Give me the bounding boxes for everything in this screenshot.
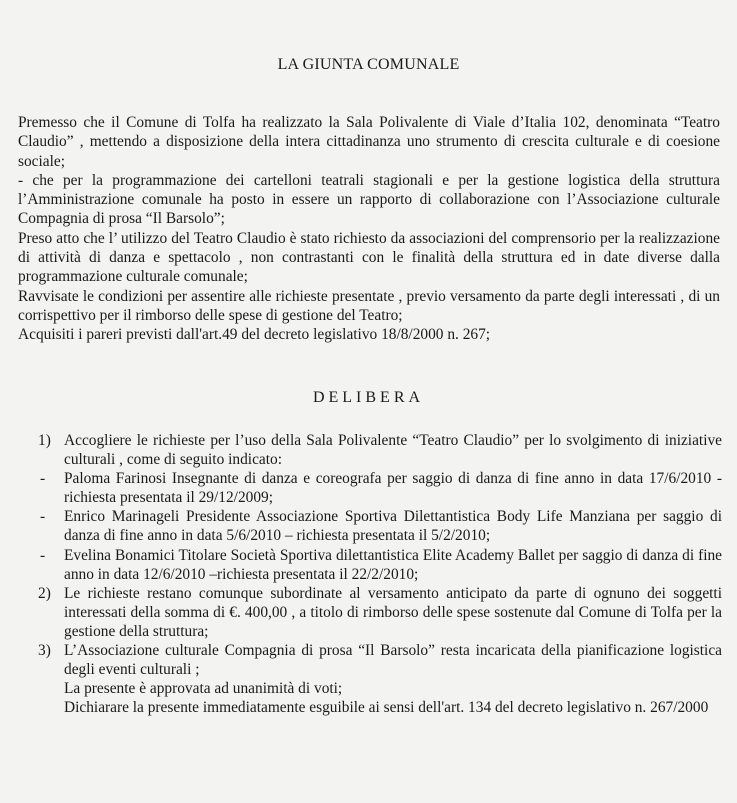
item-marker: - bbox=[40, 546, 46, 564]
delibera-subitem bbox=[38, 507, 722, 545]
document-title: LA GIUNTA COMUNALE bbox=[277, 56, 460, 73]
item-marker: 3) bbox=[38, 642, 51, 660]
delibera-item bbox=[38, 641, 722, 679]
premesse-section bbox=[18, 113, 720, 345]
item-marker: 1) bbox=[38, 432, 51, 449]
item-text: Enrico Marinageli Presidente Associazione Sportiva Dilettantistica Body Life Manziana per saggio di danza di fine anno in data 5/6/2010 – richiesta presentata il 5/2/2010; bbox=[64, 508, 722, 545]
item-text: Accogliere le richieste per l’uso della Sala Polivalente “Teatro Claudio” per lo svolgimento di iniziative culturali , come di seguito indicato: bbox=[64, 432, 722, 469]
delibera-item bbox=[38, 584, 722, 641]
item-text: L’Associazione culturale Compagnia di prosa “Il Barsolo” resta incaricata della pianificazione logistica degli eventi culturali ; bbox=[64, 642, 722, 679]
premesse-paragraph: - che per la programmazione dei cartelloni teatrali stagionali e per la gestione logistica della struttura l’Amministrazione comunale ha posto in essere un rapporto di collaborazione con l’Associazione culturale Compagnia di prosa “Il Barsolo”; bbox=[18, 171, 720, 228]
closing-executable: Dichiarare la presente immediatamente esguibile ai sensi dell'art. 134 del decreto legislativo n. 267/2000 bbox=[64, 699, 709, 717]
item-marker: 2) bbox=[38, 584, 51, 602]
delibera-item bbox=[38, 431, 722, 469]
item-marker: - bbox=[40, 508, 46, 526]
premesse-paragraph: Premesso che il Comune di Tolfa ha realizzato la Sala Polivalente di Viale d’Italia 102, denominata “Teatro Claudio” , mettendo a disposizione della intera cittadinanza uno strumento di crescita culturale e di coesione sociale; bbox=[18, 114, 720, 170]
delibera-section bbox=[38, 431, 722, 717]
item-text: Le richieste restano comunque subordinate al versamento anticipato da parte di ognuno dei soggetti interessati della somma di €. 400,00 , a titolo di rimborso delle spese sostenute dal Comune di Tolfa per la gestione della struttura; bbox=[64, 584, 722, 640]
delibera-heading: DELIBERA bbox=[312, 389, 425, 406]
closing-approval: La presente è approvata ad unanimità di voti; bbox=[64, 680, 343, 698]
premesse-paragraph: Preso atto che l’ utilizzo del Teatro Claudio è stato richiesto da associazioni del comprensorio per la realizzazione di attività di danza e spettacolo , non contrastanti con le finalità della struttura ed in date diverse dalla programmazione culturale comunale; bbox=[18, 229, 720, 286]
item-text: Evelina Bonamici Titolare Società Sportiva dilettantistica Elite Academy Ballet per saggio di danza di fine anno in data 12/6/2010 –richiesta presentata il 22/2/2010; bbox=[64, 546, 722, 583]
premesse-paragraph: Ravvisate le condizioni per assentire alle richieste presentate , previo versamento da parte degli interessati , di un corrispettivo per il rimborso delle spese di gestione del Teatro; bbox=[18, 287, 720, 324]
item-marker: - bbox=[40, 470, 46, 488]
delibera-subitem bbox=[38, 469, 722, 507]
premesse-paragraph: Acquisiti i pareri previsti dall'art.49 del decreto legislativo 18/8/2000 n. 267; bbox=[18, 326, 491, 344]
delibera-subitem bbox=[38, 546, 722, 584]
item-text: Paloma Farinosi Insegnante di danza e coreografa per saggio di danza di fine anno in data 17/6/2010 - richiesta presentata il 29/12/2009; bbox=[64, 470, 722, 507]
